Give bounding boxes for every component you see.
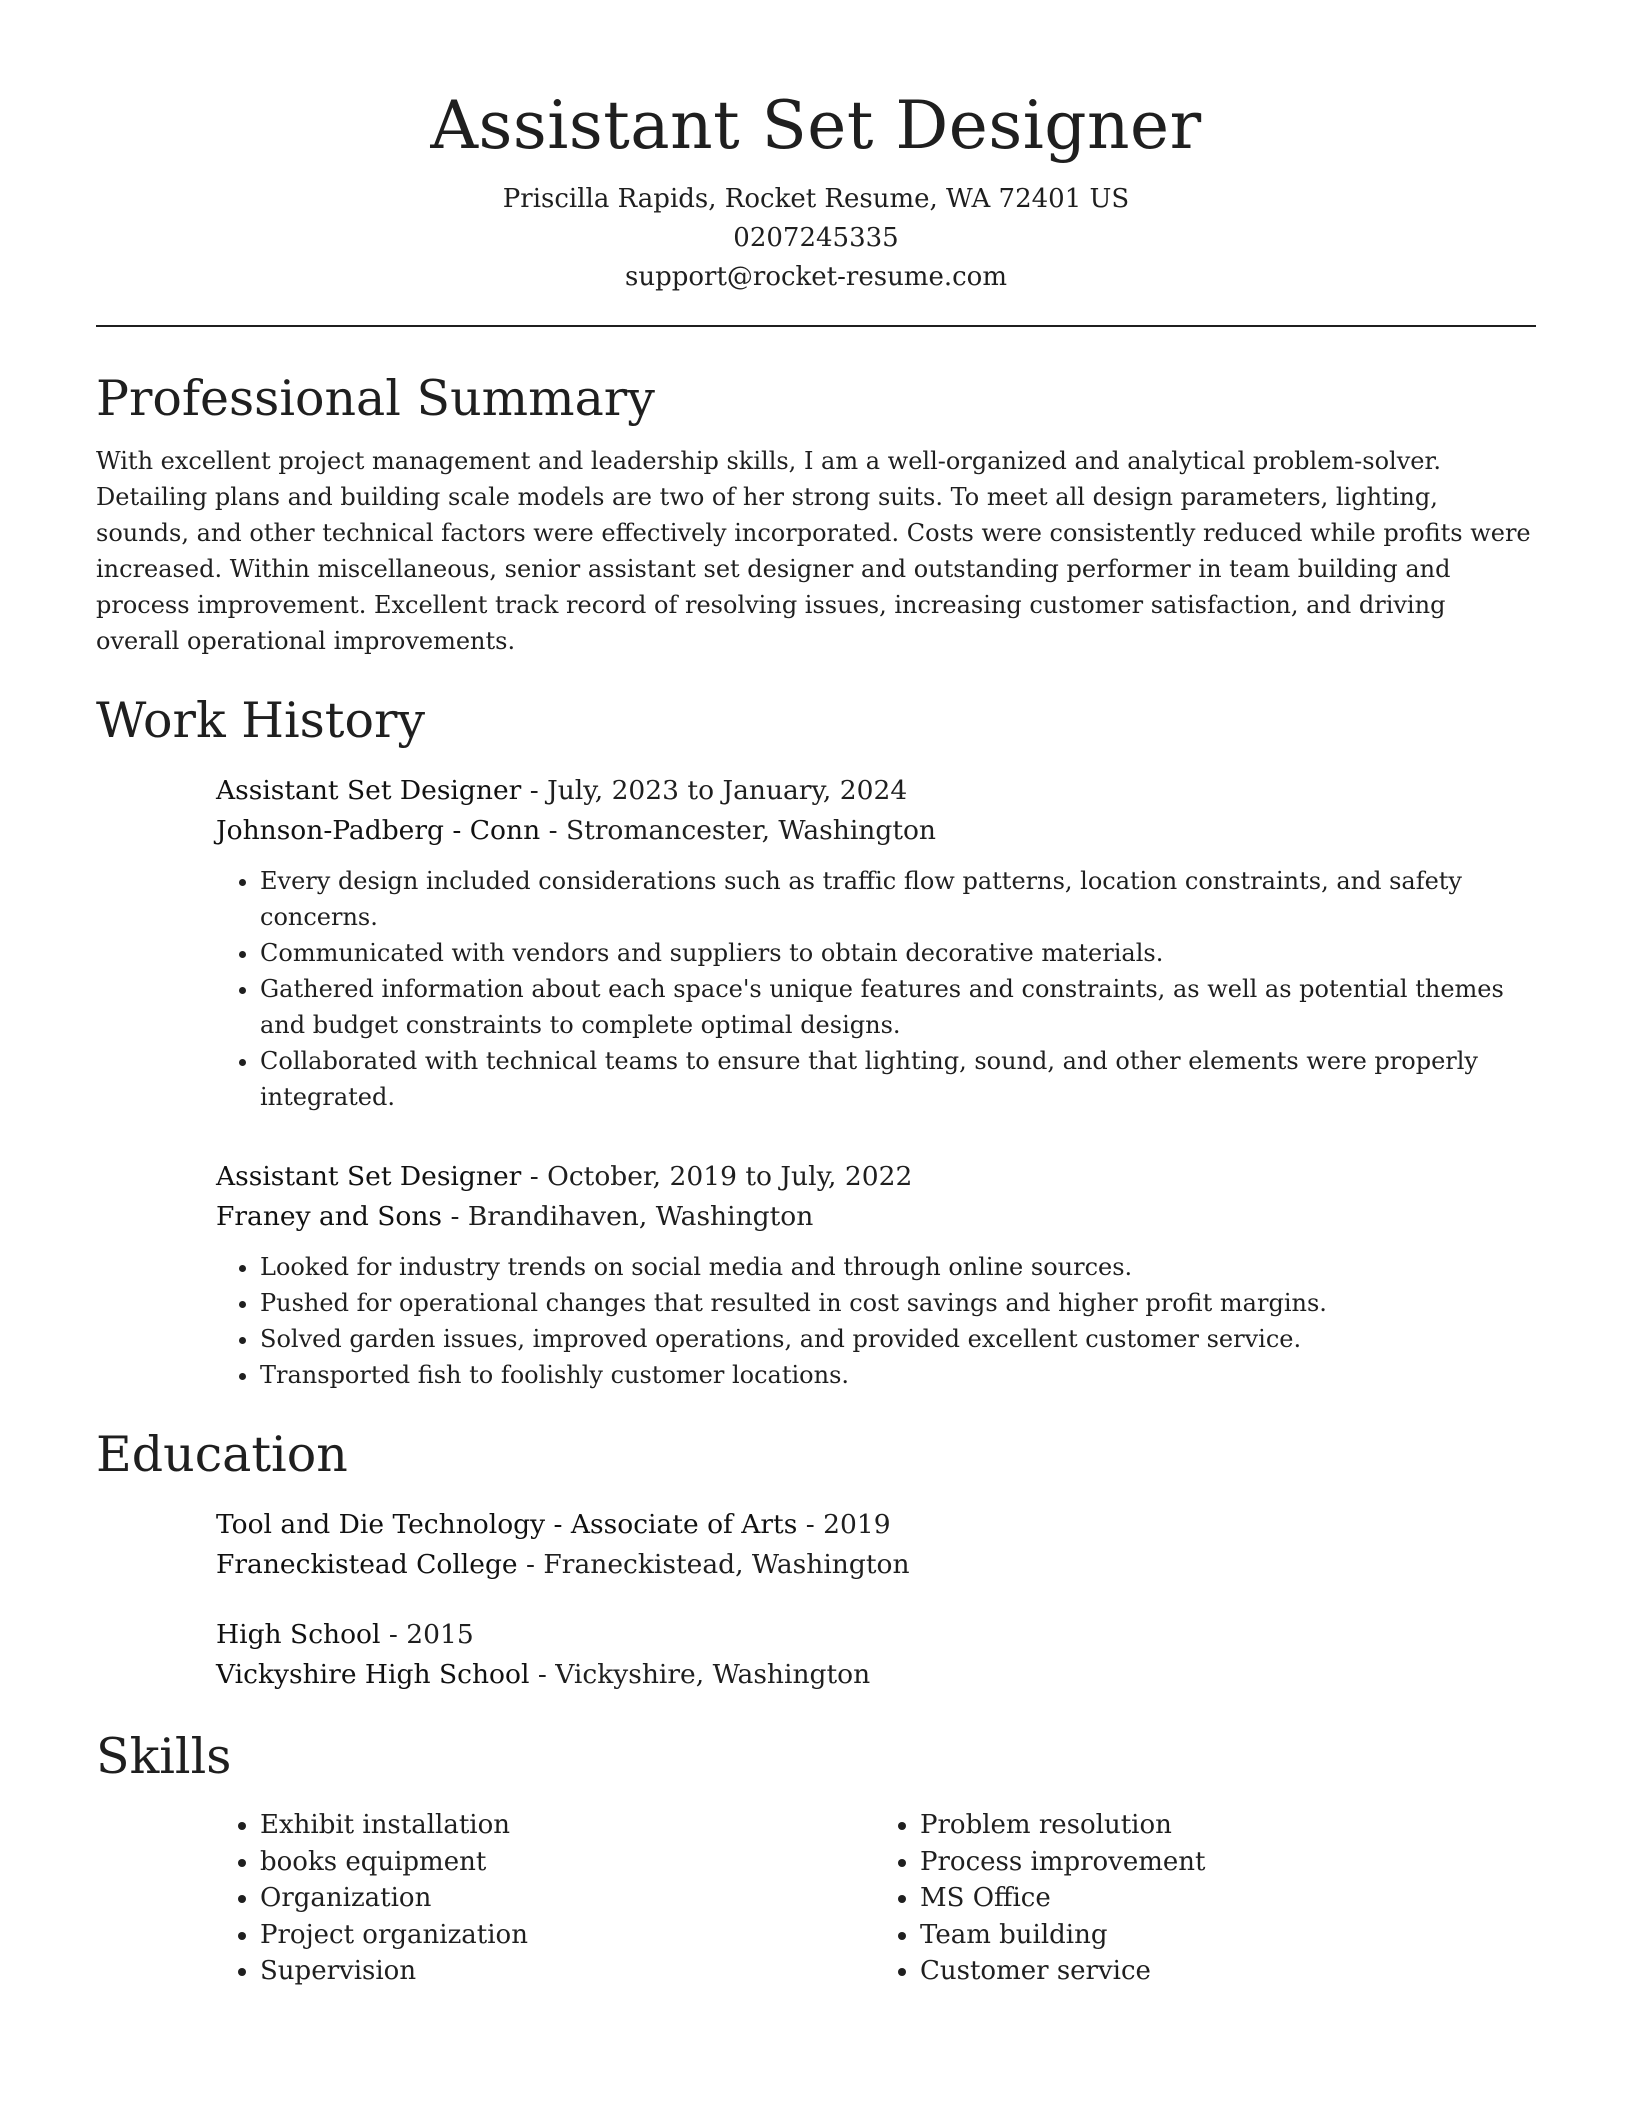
- contact-email: support@rocket-resume.com: [624, 262, 1007, 292]
- summary-heading: Professional Summary: [96, 370, 655, 427]
- education-school: Franeckistead College: [216, 1549, 518, 1580]
- education-school-line: [216, 1545, 1536, 1585]
- skills-heading: Skills: [96, 1728, 232, 1785]
- contact-phone: 0207245335: [733, 223, 899, 253]
- job-duties-list: [216, 1249, 1536, 1393]
- list-item: • Supervision: [260, 1953, 876, 1990]
- education-school-line: [216, 1655, 1536, 1695]
- list-item: • Exhibit installation: [260, 1807, 876, 1844]
- education-degree-line: [216, 1615, 1536, 1655]
- education-degree: Tool and Die Technology - Associate of Arts: [216, 1509, 798, 1540]
- job-company-line: [216, 1197, 1536, 1237]
- list-item: • Organization: [260, 1880, 876, 1917]
- job-position: Assistant Set Designer: [216, 775, 522, 806]
- education-entry: [216, 1505, 1536, 1585]
- job-company: Johnson-Padberg - Conn: [216, 815, 541, 846]
- list-item: • books equipment: [260, 1844, 876, 1881]
- skills-grid: [216, 1807, 1536, 1990]
- list-item: • Project organization: [260, 1917, 876, 1954]
- skills-list-left: [216, 1807, 876, 1990]
- list-item: • Looked for industry trends on social media and through online sources.: [260, 1249, 1536, 1285]
- job-position: Assistant Set Designer: [216, 1161, 522, 1192]
- resume-page: [96, 80, 1536, 1990]
- work-history-section: [96, 689, 1536, 1393]
- work-history-heading: Work History: [96, 692, 426, 749]
- contact-info: [96, 180, 1536, 297]
- job-entry: [216, 771, 1536, 1115]
- job-title-line: [216, 1157, 1536, 1197]
- list-item: • Transported fish to foolishly customer locations.: [260, 1357, 1536, 1393]
- job-dates: - October, 2019 to July, 2022: [521, 1161, 913, 1192]
- list-item: • Collaborated with technical teams to ensure that lighting, sound, and other elements were properly integrated.: [260, 1043, 1536, 1115]
- education-degree-line: [216, 1505, 1536, 1545]
- job-duties-list: [216, 863, 1536, 1115]
- education-section: [96, 1423, 1536, 1695]
- education-location: - Franeckistead, Washington: [517, 1549, 910, 1580]
- list-item: • Every design included considerations such as traffic flow patterns, location constraints, and safety concerns.: [260, 863, 1536, 935]
- list-item: • Customer service: [920, 1953, 1536, 1990]
- list-item: • Problem resolution: [920, 1807, 1536, 1844]
- job-company: Franey and Sons: [216, 1201, 443, 1232]
- education-year: - 2015: [380, 1619, 474, 1650]
- job-company-line: [216, 811, 1536, 851]
- job-title-line: [216, 771, 1536, 811]
- skills-list-right: [876, 1807, 1536, 1990]
- job-location: - Brandihaven, Washington: [442, 1201, 814, 1232]
- summary-text: With excellent project management and leadership skills, I am a well-organized and analytical problem-solver. Detailing plans and building scale models are two of her strong suits. To meet all design parameters, lighting, sounds, and other technical factors were effectively incorporated. Costs were consistently reduced while profits were increased. Within miscellaneous, senior assistant set designer and outstanding performer in team building and process improvement. Excellent track record of resolving issues, increasing customer satisfaction, and driving overall operational improvements.: [96, 447, 1531, 655]
- list-item: • Pushed for operational changes that resulted in cost savings and higher profit margins.: [260, 1285, 1536, 1321]
- list-item: • Solved garden issues, improved operations, and provided excellent customer service.: [260, 1321, 1536, 1357]
- resume-title: Assistant Set Designer: [430, 87, 1202, 164]
- education-heading: Education: [96, 1426, 348, 1483]
- education-location: - Vickyshire, Washington: [529, 1659, 871, 1690]
- job-entry: [216, 1157, 1536, 1393]
- skills-section: [96, 1725, 1536, 1990]
- list-item: • Process improvement: [920, 1844, 1536, 1881]
- list-item: • Gathered information about each space's unique features and constraints, as well as potential themes and budget constraints to complete optimal designs.: [260, 971, 1536, 1043]
- contact-address: Priscilla Rapids, Rocket Resume, WA 72401 US: [502, 184, 1130, 214]
- education-entry: [216, 1615, 1536, 1695]
- list-item: • Team building: [920, 1917, 1536, 1954]
- header-divider: [96, 325, 1536, 327]
- list-item: • Communicated with vendors and suppliers to obtain decorative materials.: [260, 935, 1536, 971]
- summary-section: [96, 367, 1536, 659]
- job-location: - Stromancester, Washington: [540, 815, 936, 846]
- resume-header: [96, 80, 1536, 297]
- education-degree: High School: [216, 1619, 381, 1650]
- education-school: Vickyshire High School: [216, 1659, 530, 1690]
- education-year: - 2019: [797, 1509, 891, 1540]
- list-item: • MS Office: [920, 1880, 1536, 1917]
- job-dates: - July, 2023 to January, 2024: [521, 775, 908, 806]
